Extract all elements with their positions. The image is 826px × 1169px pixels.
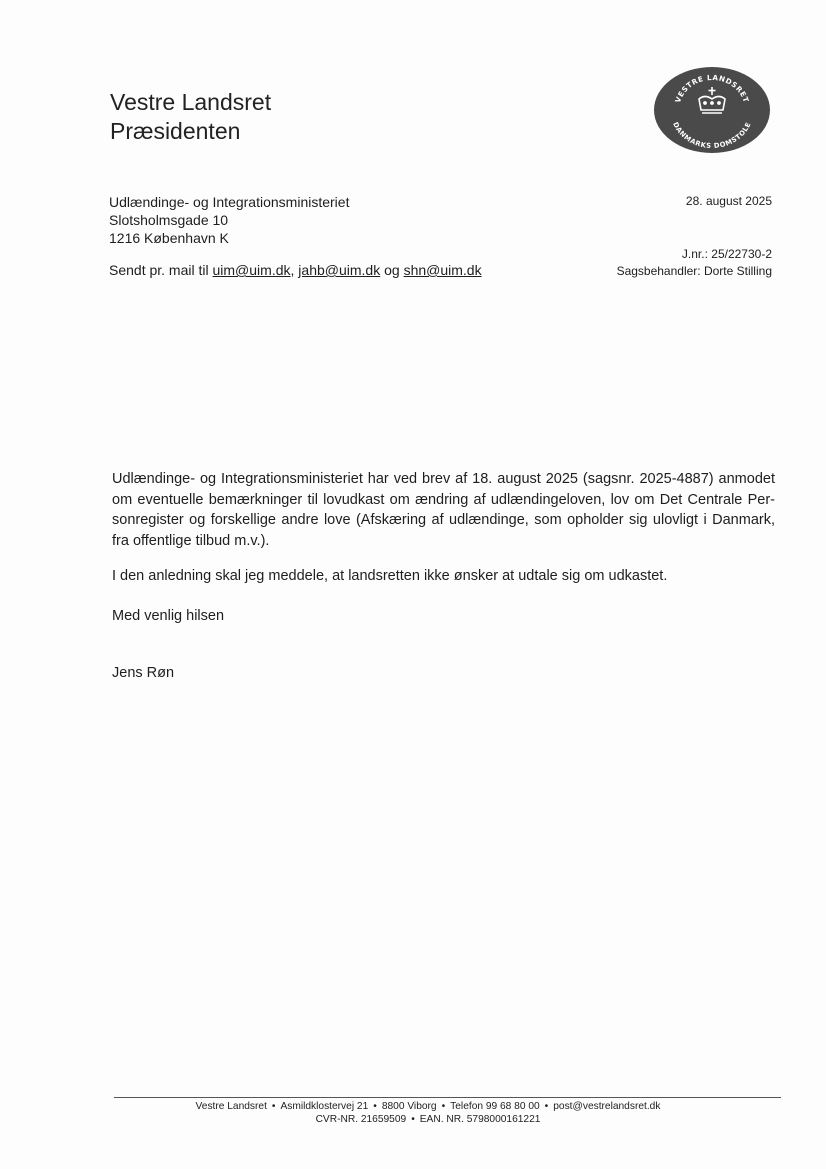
footer-phone: Telefon 99 68 80 00 [450, 1101, 540, 1112]
footer-bullet: • [441, 1101, 446, 1112]
letter-date: 28. august 2025 [685, 194, 772, 208]
footer-line-1 [0, 1101, 826, 1112]
footer-email[interactable]: post@vestrelandsret.dk [553, 1101, 661, 1112]
body-paragraph-1: Udlændinge- og Integrationsministeriet har ved brev af 18. august 2025 (sagsnr. 2025-4887) anmodet om eventuelle bemærkninger til lovudkast om ændring af udlændingeloven, lov om Det Centrale Per-sonregister og forskellige andre love (Afskæring af udlændinge, som opholder sig ulovligt i Danmark, fra offentlige tilbud m.v.). [112, 471, 775, 549]
footer-bullet: • [544, 1101, 549, 1112]
recipient-name: Udlændinge- og Integrationsministeriet [109, 194, 350, 210]
court-seal-logo [653, 66, 771, 154]
seal-top-text: VESTRE LANDSRET [673, 72, 751, 104]
sent-line [109, 262, 482, 278]
email-link-uim[interactable]: uim@uim.dk [212, 262, 291, 278]
recipient-street: Slotsholmsgade 10 [109, 212, 229, 228]
seal-bottom-text: DANMARKS DOMSTOLE [671, 120, 753, 151]
sent-separator: , [290, 262, 295, 278]
footer-bullet: • [373, 1101, 377, 1112]
footer-ean: EAN. NR. 5798000161221 [419, 1114, 541, 1125]
court-office: Præsidenten [110, 118, 241, 144]
case-handler: Sagsbehandler: Dorte Stilling [616, 264, 772, 278]
recipient-city: 1216 København K [109, 230, 229, 246]
reference-block [617, 246, 772, 280]
footer-bullet: • [271, 1101, 276, 1112]
footer-org: Vestre Landsret [195, 1101, 267, 1112]
court-title [110, 88, 271, 146]
signature-name: Jens Røn [112, 665, 175, 681]
recipient-address [109, 193, 349, 247]
footer-line-2 [0, 1114, 826, 1125]
journal-number: J.nr.: 25/22730-2 [681, 247, 772, 261]
body-paragraph-2: I den anledning skal jeg meddele, at landsretten ikke ønsker at udtale sig om udkastet. [112, 568, 668, 584]
footer-bullet: • [411, 1114, 415, 1125]
email-link-jahb[interactable]: jahb@uim.dk [298, 262, 381, 278]
court-name: Vestre Landsret [110, 89, 272, 115]
footer-address: Asmildklostervej 21 [280, 1101, 369, 1112]
footer-divider [114, 1097, 781, 1098]
sent-prefix: Sendt pr. mail til [109, 262, 209, 278]
footer-cvr: CVR-NR. 21659509 [315, 1114, 407, 1125]
sent-conjunction: og [384, 262, 400, 278]
footer-city: 8800 Viborg [381, 1101, 437, 1112]
closing: Med venlig hilsen [112, 608, 225, 624]
email-link-shn[interactable]: shn@uim.dk [403, 262, 482, 278]
